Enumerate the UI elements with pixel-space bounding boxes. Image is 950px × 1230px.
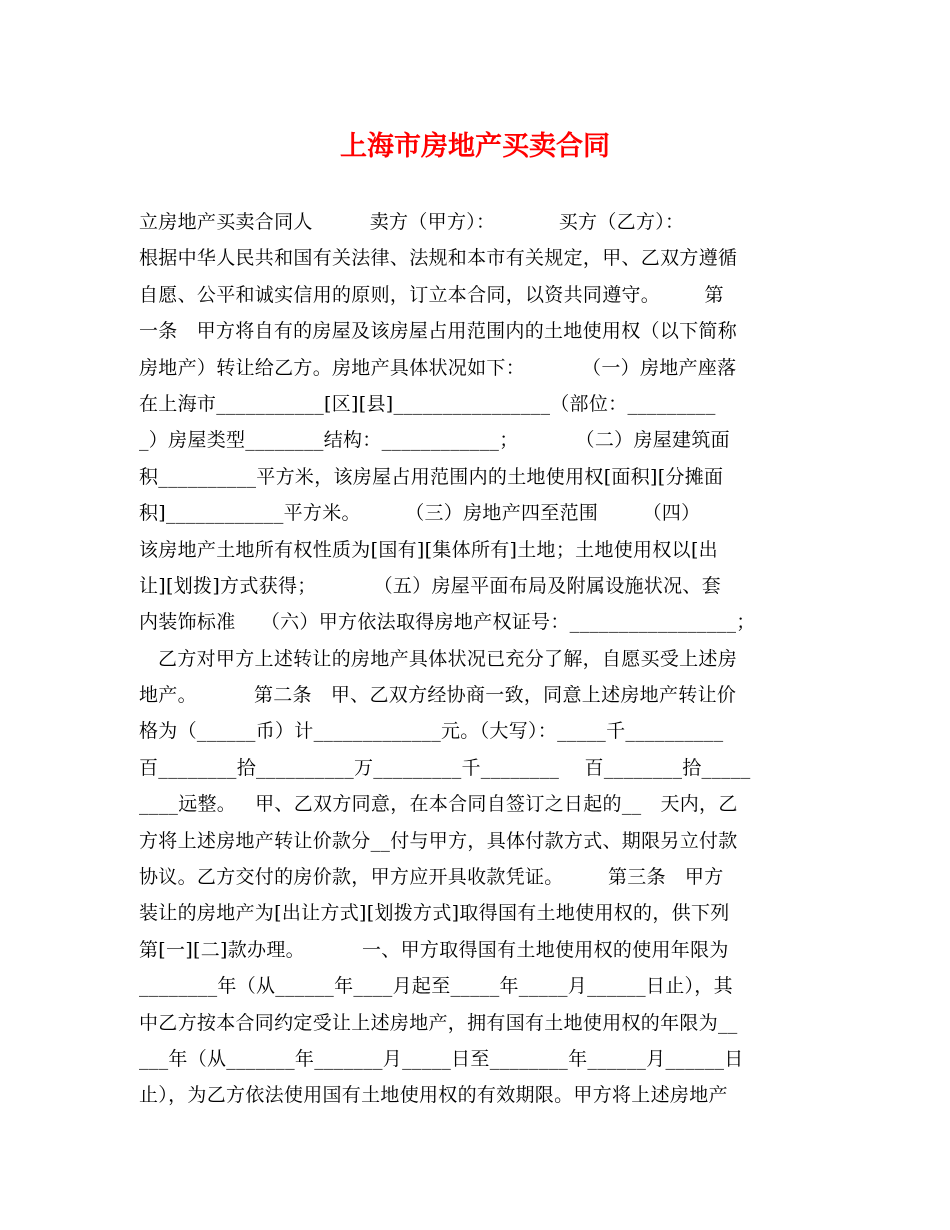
text-line: 该房地产土地所有权性质为[国有][集体所有]土地；土地使用权以[出 (139, 538, 718, 561)
document-title: 上海市房地产买卖合同 (340, 131, 610, 162)
text-line: 第[一][二]款办理。 一、甲方取得国有土地使用权的使用年限为 (139, 938, 729, 961)
text-line: ________年（从______年____月起至_____年_____月______日止），其 (139, 975, 733, 998)
text-line: 在上海市___________[区][县]________________（部位：_________ (139, 392, 716, 415)
text-line: 格为（______币）计_____________元。（大写）：_____千__________ (139, 720, 724, 743)
text-line: 百________拾__________万_________千________ 百________拾_____ (139, 756, 751, 779)
text-line: ___年（从_______年_______月_____日至________年______月______日 (139, 1047, 744, 1070)
text-line: 积]____________平方米。 （三）房地产四至范围 （四） (139, 502, 701, 525)
text-line: 乙方对甲方上述转让的房地产具体状况已充分了解，自愿买受上述房 (139, 647, 738, 670)
text-line: 方将上述房地产转让价款分__付与甲方，具体付款方式、期限另立付款 (139, 829, 738, 852)
text-line: 内装饰标准 （六）甲方依法取得房地产权证号：_________________； (139, 611, 756, 634)
text-line: 根据中华人民共和国有关法律、法规和本市有关规定，甲、乙双方遵循 (139, 247, 738, 270)
text-line: 自愿、公平和诚实信用的原则，订立本合同，以资共同遵守。 第 (139, 283, 724, 306)
text-line: 一条 甲方将自有的房屋及该房屋占用范围内的土地使用权（以下简称 (139, 320, 738, 343)
text-line: _）房屋类型________结构：____________； （二）房屋建筑面 (139, 429, 730, 452)
text-line: 让][划拨]方式获得； （五）房屋平面布局及附属设施状况、套 (139, 574, 721, 597)
text-line: 积__________平方米，该房屋占用范围内的土地使用权[面积][分摊面 (139, 465, 724, 488)
text-line: 止），为乙方依法使用国有土地使用权的有效期限。甲方将上述房地产 (139, 1084, 728, 1107)
text-line: 协议。乙方交付的房价款，甲方应开具收款凭证。 第三条 甲方 (139, 866, 724, 889)
contract-body (139, 204, 819, 1114)
text-line: 装让的房地产为[出让方式][划拨方式]取得国有土地使用权的，供下列 (139, 902, 730, 925)
text-line: 地产。 第二条 甲、乙双方经协商一致，同意上述房地产转让价 (139, 684, 737, 707)
text-line: 房地产）转让给乙方。房地产具体状况如下： （一）房地产座落 (139, 356, 737, 379)
text-line: ____远整。 甲、乙双方同意，在本合同自签订之日起的__ 天内，乙 (139, 793, 738, 816)
text-line: 中乙方按本合同约定受让上述房地产，拥有国有土地使用权的年限为__ (139, 1011, 738, 1034)
text-line: 立房地产买卖合同人 卖方（甲方）： 买方（乙方）： (139, 211, 685, 233)
